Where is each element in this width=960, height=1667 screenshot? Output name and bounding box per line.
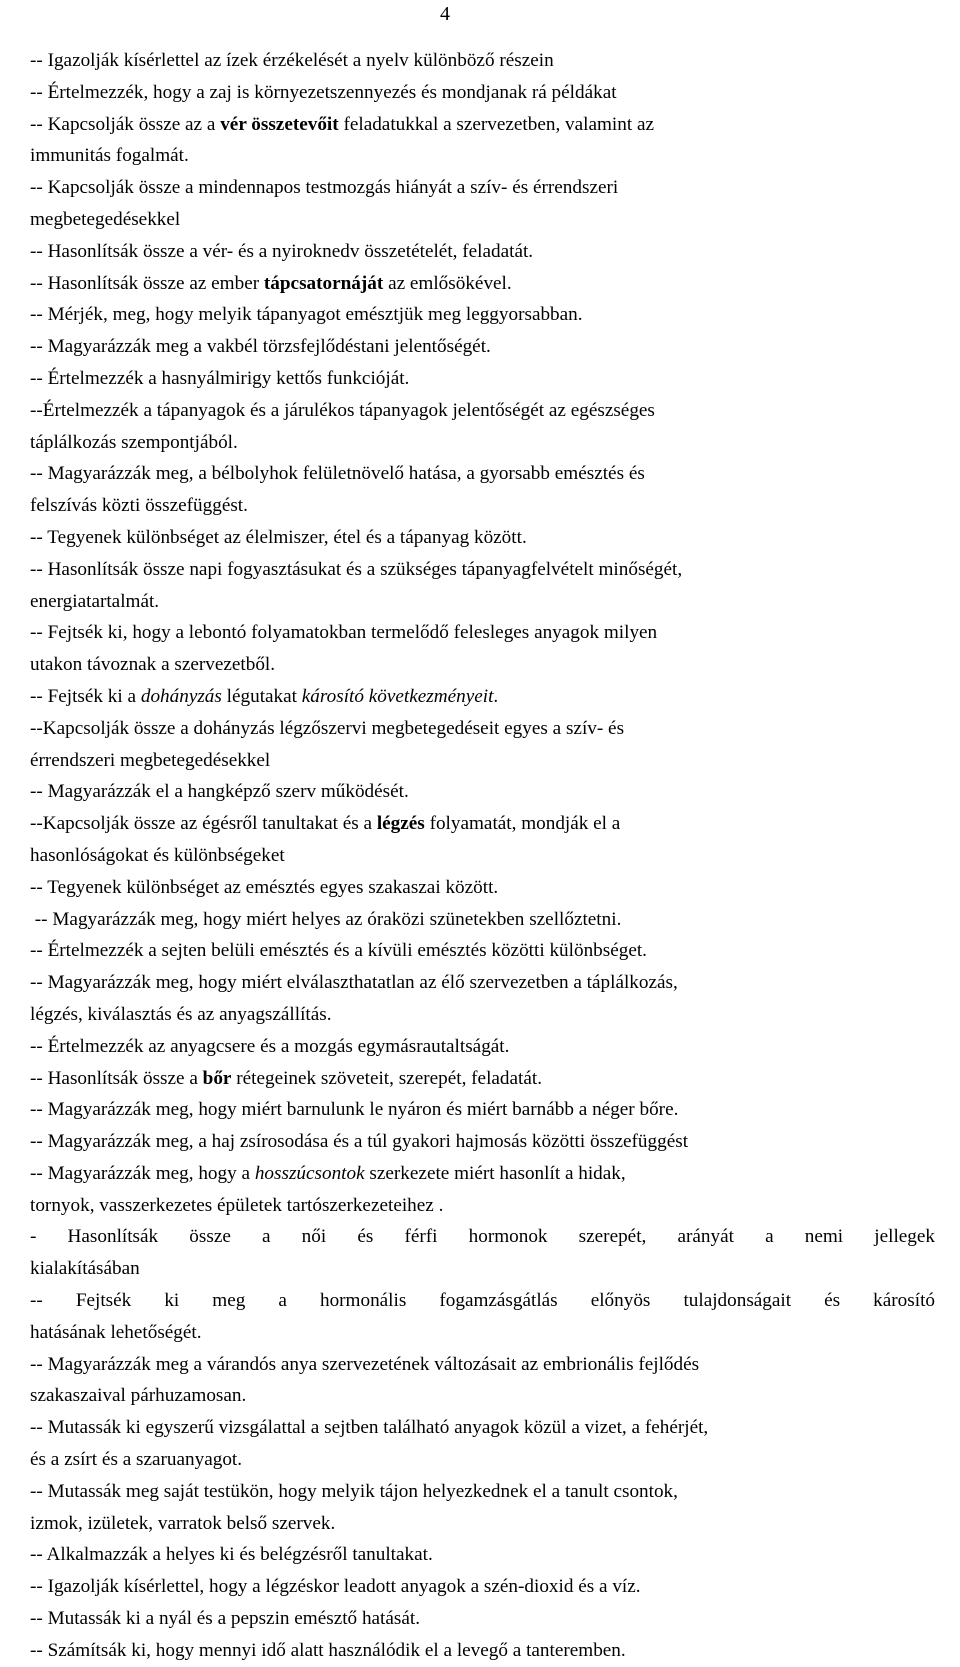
- text-segment: -- Mérjék, meg, hogy melyik tápanyagot emésztjük meg leggyorsabban.: [30, 304, 583, 326]
- text-segment: -- Tegyenek különbséget az élelmiszer, étel és a tápanyag között.: [30, 526, 527, 548]
- text-segment: táplálkozás szempontjából.: [30, 431, 238, 453]
- text-line: [30, 331, 935, 363]
- text-line: [30, 1031, 935, 1063]
- text-line: [30, 1349, 935, 1381]
- text-segment: -- Igazolják kísérlettel, hogy a légzéskor leadott anyagok a szén-dioxid és a víz.: [30, 1576, 641, 1598]
- text-segment: -- Magyarázzák meg, a haj zsírosodása és a túl gyakori hajmosás közötti összefüggést: [30, 1131, 689, 1153]
- text-segment: -- Magyarázzák meg, hogy miért elválaszthatatlan az élő szervezetben a táplálkozás,: [30, 972, 678, 994]
- text-line: [30, 999, 935, 1031]
- text-segment: hasonlóságokat és különbségeket: [30, 844, 285, 866]
- text-segment: -- Értelmezzék az anyagcsere és a mozgás egymásrautaltságát.: [30, 1035, 510, 1057]
- text-line: [30, 1380, 935, 1412]
- text-segment: immunitás fogalmát.: [30, 145, 189, 167]
- text-line: [30, 1603, 935, 1635]
- text-line: [30, 808, 935, 840]
- text-segment: és a zsírt és a szaruanyagot.: [30, 1449, 243, 1471]
- text-segment: .: [493, 685, 499, 707]
- text-line: [30, 649, 935, 681]
- text-line: [30, 1126, 935, 1158]
- text-line: [30, 299, 935, 331]
- text-segment: -- Kapcsolják össze az a: [30, 113, 221, 135]
- text-segment: -- Hasonlítsák össze a vér- és a nyiroknedv összetételét, feladatát.: [30, 240, 534, 262]
- text-segment: -- Fejtsék ki a: [30, 685, 141, 707]
- text-segment: izmok, izületek, varratok belső szervek.: [30, 1512, 336, 1534]
- text-segment: -- Mutassák meg saját testükön, hogy melyik tájon helyezkednek el a tanult csontok,: [30, 1480, 678, 1502]
- italic-text: károsító következményeit: [301, 685, 494, 707]
- text-line: [30, 904, 935, 936]
- text-line: [30, 1476, 935, 1508]
- text-line: [30, 681, 935, 713]
- text-line: [30, 840, 935, 872]
- text-segment: -- Magyarázzák meg a vakbél törzsfejlődéstani jelentőségét.: [30, 336, 491, 358]
- text-segment: -- Számítsák ki, hogy mennyi idő alatt használódik el a levegő a tanteremben.: [30, 1639, 626, 1661]
- text-line: [30, 45, 935, 77]
- text-segment: -- Hasonlítsák össze az ember: [30, 272, 264, 294]
- text-segment: feladatukkal a szervezetben, valamint az: [338, 113, 655, 135]
- text-line: [30, 363, 935, 395]
- objectives-list: [30, 45, 935, 1667]
- text-segment: - Hasonlítsák össze a női és férfi hormonok szerepét, arányát a nemi jellegek: [30, 1226, 935, 1248]
- text-line: [30, 1539, 935, 1571]
- text-segment: --Kapcsolják össze a dohányzás légzőszervi megbetegedéseit egyes a szív- és: [30, 717, 625, 739]
- text-line: [30, 1508, 935, 1540]
- text-segment: szerkezete miért hasonlít a hidak,: [364, 1162, 626, 1184]
- text-line: [30, 1285, 935, 1317]
- text-segment: --Kapcsolják össze az égésről tanultakat és a: [30, 813, 377, 835]
- italic-text: dohányzás: [140, 685, 222, 707]
- text-segment: -- Magyarázzák meg, hogy miért barnulunk le nyáron és miért barnább a néger bőre.: [30, 1099, 679, 1121]
- text-segment: -- Fejtsék ki, hogy a lebontó folyamatokban termelődő felesleges anyagok milyen: [30, 622, 658, 644]
- text-line: [30, 490, 935, 522]
- text-line: [30, 522, 935, 554]
- text-segment: -- Tegyenek különbséget az emésztés egyes szakaszai között.: [30, 876, 499, 898]
- text-segment: kialakításában: [30, 1258, 140, 1280]
- text-line: [30, 713, 935, 745]
- text-segment: -- Igazolják kísérlettel az ízek érzékelését a nyelv különböző részein: [30, 50, 554, 71]
- text-segment: -- Hasonlítsák össze napi fogyasztásukat és a szükséges tápanyagfelvételt minőségét,: [30, 558, 683, 580]
- bold-text: tápcsatornáját: [263, 272, 384, 294]
- text-segment: -- Értelmezzék a hasnyálmirigy kettős funkcióját.: [30, 367, 410, 389]
- bold-text: vér összetevőit: [220, 113, 339, 135]
- text-line: [30, 1094, 935, 1126]
- text-segment: légzés, kiválasztás és az anyagszállítás.: [30, 1003, 332, 1025]
- text-line: [30, 77, 935, 109]
- text-line: [30, 1190, 935, 1222]
- text-segment: -- Fejtsék ki meg a hormonális fogamzásgátlás előnyös tulajdonságait és károsító: [30, 1290, 935, 1312]
- text-segment: szakaszaival párhuzamosan.: [30, 1385, 247, 1407]
- bold-text: légzés: [376, 813, 425, 835]
- text-line: [30, 1571, 935, 1603]
- text-line: [30, 1221, 935, 1253]
- text-segment: energiatartalmát.: [30, 590, 160, 612]
- text-line: [30, 776, 935, 808]
- text-line: [30, 586, 935, 618]
- text-line: [30, 236, 935, 268]
- text-line: [30, 1444, 935, 1476]
- text-segment: -- Magyarázzák meg a várandós anya szervezetének változásait az embrionális fejlődés: [30, 1353, 700, 1375]
- text-line: [30, 172, 935, 204]
- text-line: [30, 427, 935, 459]
- text-segment: -- Mutassák ki egyszerű vizsgálattal a sejtben található anyagok közül a vizet, a fehérjét,: [30, 1417, 709, 1439]
- bold-text: bőr: [202, 1067, 232, 1089]
- text-segment: az emlősökével.: [383, 272, 512, 294]
- text-line: [30, 1317, 935, 1349]
- italic-text: hosszúcsontok: [254, 1162, 365, 1184]
- text-segment: -- Magyarázzák meg, hogy a: [30, 1162, 255, 1184]
- text-segment: -- Magyarázzák meg, a bélbolyhok felületnövelő hatása, a gyorsabb emésztés és: [30, 463, 645, 485]
- text-line: [30, 1635, 935, 1667]
- text-line: [30, 872, 935, 904]
- text-segment: megbetegedésekkel: [30, 208, 181, 230]
- text-segment: utakon távoznak a szervezetből.: [30, 654, 276, 676]
- text-line: [30, 458, 935, 490]
- text-segment: -- Magyarázzák el a hangképző szerv működését.: [30, 781, 409, 803]
- text-segment: -- Értelmezzék a sejten belüli emésztés és a kívüli emésztés közötti különbséget.: [30, 940, 647, 962]
- text-line: [30, 554, 935, 586]
- text-line: [30, 935, 935, 967]
- text-segment: --Értelmezzék a tápanyagok és a járulékos tápanyagok jelentőségét az egészséges: [30, 399, 655, 421]
- text-segment: érrendszeri megbetegedésekkel: [30, 749, 271, 771]
- text-line: [30, 140, 935, 172]
- text-line: [30, 109, 935, 141]
- text-segment: tornyok, vasszerkezetes épületek tartószerkezeteihez .: [30, 1194, 444, 1216]
- text-segment: -- Hasonlítsák össze a: [30, 1067, 203, 1089]
- text-line: [30, 967, 935, 999]
- text-segment: -- Kapcsolják össze a mindennapos testmozgás hiányát a szív- és érrendszeri: [30, 177, 619, 199]
- page-number: 4: [440, 3, 450, 25]
- text-line: [30, 1412, 935, 1444]
- text-segment: -- Mutassák ki a nyál és a pepszin emésztő hatását.: [30, 1608, 421, 1630]
- text-line: [30, 617, 935, 649]
- text-line: [30, 745, 935, 777]
- text-line: [30, 1063, 935, 1095]
- text-segment: -- Magyarázzák meg, hogy miért helyes az óraközi szünetekben szellőztetni.: [30, 908, 622, 930]
- text-line: [30, 268, 935, 300]
- text-segment: -- Értelmezzék, hogy a zaj is környezetszennyezés és mondjanak rá példákat: [30, 81, 617, 103]
- text-line: [30, 1253, 935, 1285]
- text-segment: légutakat: [221, 685, 302, 707]
- text-segment: folyamatát, mondják el a: [424, 813, 621, 835]
- text-segment: rétegeinek szöveteit, szerepét, feladatát.: [231, 1067, 542, 1089]
- text-segment: hatásának lehetőségét.: [30, 1321, 202, 1343]
- text-line: [30, 395, 935, 427]
- text-line: [30, 204, 935, 236]
- text-segment: -- Alkalmazzák a helyes ki és belégzésről tanultakat.: [30, 1544, 433, 1566]
- text-line: [30, 1158, 935, 1190]
- text-segment: felszívás közti összefüggést.: [30, 495, 248, 517]
